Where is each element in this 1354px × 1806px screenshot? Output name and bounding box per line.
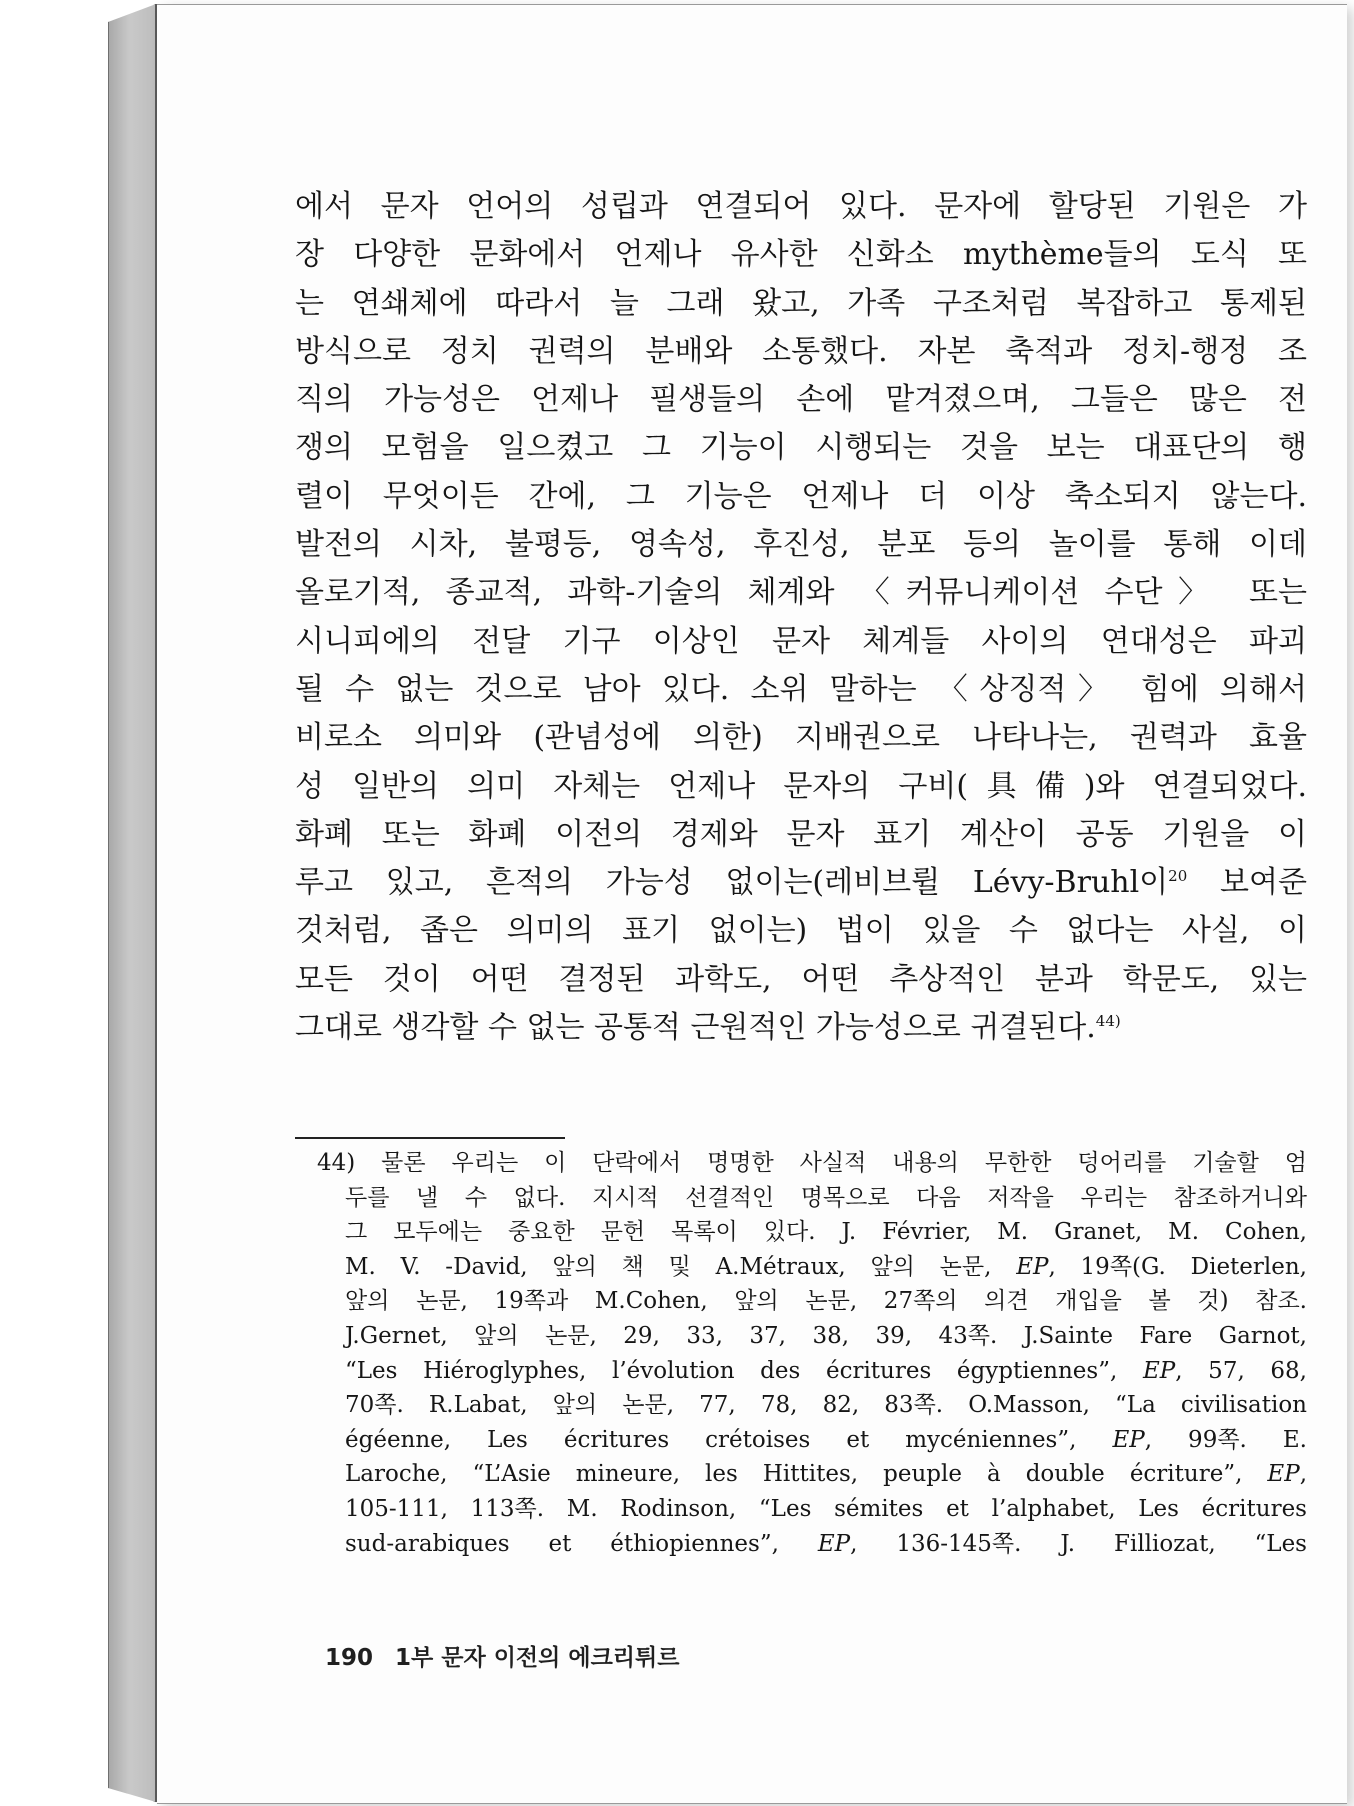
book-page [157,4,1347,1804]
running-head: 1부 문자 이전의 에크리튀르 [395,1645,680,1671]
book-spine [108,4,156,1802]
body-line: 직의 가능성은 언제나 필생들의 손에 맡겨졌으며, 그들은 많은 전 [295,382,1307,418]
footnote-44 [317,1146,1307,1561]
body-line: 에서 문자 언어의 성립과 연결되어 있다. 문자에 할당된 기원은 가 [295,189,1307,224]
body-line: 모든 것이 어떤 결정된 과학도, 어떤 추상적인 분과 학문도, 있는 [295,961,1307,997]
footnote-line: M. V. -David, 앞의 책 및 A.Métraux, 앞의 논문, EP, 19쪽(G. Dieterlen, [345,1253,1307,1280]
body-line: 화폐 또는 화폐 이전의 경제와 문자 표기 계산이 공동 기원을 이 [295,816,1307,852]
body-line-last [295,1004,1307,1052]
body-line-tail: 보여준 [1187,865,1307,901]
body-line: 올로기적, 종교적, 과학-기술의 체계와 〈커뮤니케이션 수단〉 또는 [295,575,1307,611]
journal-abbrev: EP [1112,1426,1145,1453]
footnote-line: sud-arabiques et éthiopiennes”, EP, 136-145쪽. J. Filliozat, “Les [345,1530,1307,1557]
body-line: 시니피에의 전달 기구 이상인 문자 체계들 사이의 연대성은 파괴 [295,623,1307,659]
journal-abbrev: EP [1016,1253,1049,1280]
page-number: 190 [325,1645,374,1671]
body-line: 것처럼, 좁은 의미의 표기 없이는) 법이 있을 수 없다는 사실, 이 [295,913,1307,949]
body-line-text: 그대로 생각할 수 없는 공통적 근원적인 가능성으로 귀결된다. [295,1010,1096,1046]
footnote-line: 44) 물론 우리는 이 단락에서 명명한 사실적 내용의 무한한 덩어리를 기술할 엄 [317,1150,1307,1176]
journal-abbrev: EP [1267,1461,1300,1488]
footnote-ref-44: 44) [1095,1012,1121,1031]
body-line: 쟁의 모험을 일으켰고 그 기능이 시행되는 것을 보는 대표단의 행 [295,430,1307,466]
body-line: 비로소 의미와 (관념성에 의한) 지배권으로 나타나는, 권력과 효율 [295,720,1307,756]
footnote-line: Laroche, “L’Asie mineure, les Hittites, peuple à double écriture”, EP, [345,1461,1307,1488]
journal-abbrev: EP [817,1530,851,1557]
footnote-line: J.Gernet, 앞의 논문, 29, 33, 37, 38, 39, 43쪽. J.Sainte Fare Garnot, [345,1322,1307,1349]
footnote-line: égéenne, Les écritures crétoises et mycéniennes”, EP, 99쪽. E. [345,1426,1307,1453]
page-footer [325,1639,701,1672]
footnote-line: 앞의 논문, 19쪽과 M.Cohen, 앞의 논문, 27쪽의 의견 개입을 볼 것) 참조. [345,1288,1307,1315]
body-line: 렬이 무엇이든 간에, 그 기능은 언제나 더 이상 축소되지 않는다. [295,478,1307,514]
body-line: 장 다양한 문화에서 언제나 유사한 신화소 mythème들의 도식 또 [295,237,1307,273]
footnote-ref-20: 20 [1168,867,1188,886]
footnote-line: 두를 낼 수 없다. 지시적 선결적인 명목으로 다음 저작을 우리는 참조하거니와 [345,1184,1307,1211]
footnote-line: “Les Hiéroglyphes, l’évolution des écritures égyptiennes”, EP, 57, 68, [345,1357,1307,1384]
body-line: 방식으로 정치 권력의 분배와 소통했다. 자본 축적과 정치-행정 조 [295,333,1307,369]
footnote-line: 그 모두에는 중요한 문헌 목록이 있다. J. Février, M. Granet, M. Cohen, [345,1219,1307,1246]
footnote-divider [295,1137,565,1139]
body-text [295,183,1307,1052]
body-line: 성 일반의 의미 자체는 언제나 문자의 구비(具備)와 연결되었다. [295,768,1307,804]
footnote-line: 70쪽. R.Labat, 앞의 논문, 77, 78, 82, 83쪽. O.Masson, “La civilisation [345,1392,1307,1419]
journal-abbrev: EP [1142,1357,1176,1384]
footnote-line: 105-111, 113쪽. M. Rodinson, “Les sémites et l’alphabet, Les écritures [345,1495,1307,1522]
body-line-with-ref [295,859,1307,907]
body-line: 발전의 시차, 불평등, 영속성, 후진성, 분포 등의 놀이를 통해 이데 [295,527,1307,563]
body-line: 는 연쇄체에 따라서 늘 그래 왔고, 가족 구조처럼 복잡하고 통제된 [295,285,1307,321]
body-line-text: 루고 있고, 흔적의 가능성 없이는(레비브륄 Lévy-Bruhl이 [295,865,1169,901]
body-line: 될 수 없는 것으로 남아 있다. 소위 말하는 〈상징적〉 힘에 의해서 [295,671,1307,707]
